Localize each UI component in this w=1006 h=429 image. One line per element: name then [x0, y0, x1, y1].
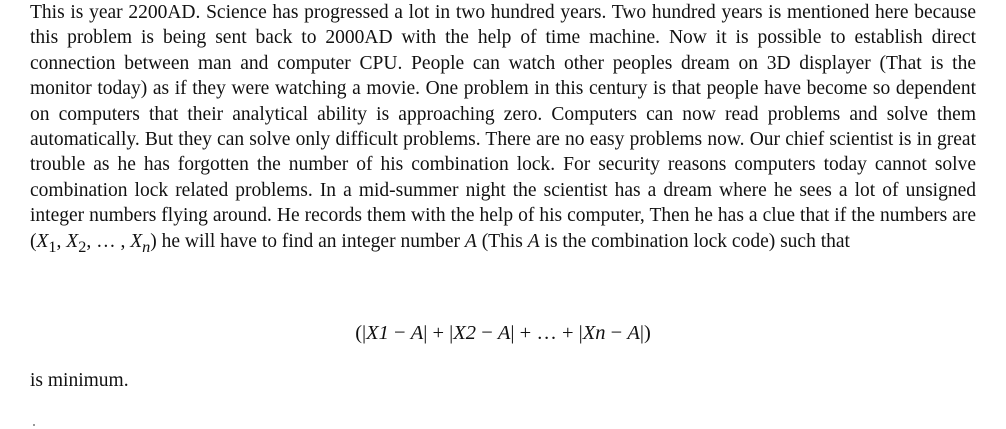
var-x2: X: [66, 230, 79, 252]
paragraph-text-4: is the combination lock code) such that: [539, 230, 850, 252]
term-a: A: [410, 322, 424, 344]
problem-paragraph: [30, 0, 976, 260]
term-x1: X1: [366, 322, 389, 344]
var-a: A: [527, 230, 540, 252]
var-xn: X: [130, 230, 143, 252]
sub-2: 2: [78, 237, 87, 256]
closing-text: is minimum.: [30, 370, 129, 391]
number-tuple: ($X_1$, $X_2$, … , $X_n$): [30, 230, 157, 256]
paragraph-text-2: he will have to find an integer number: [156, 230, 465, 252]
term-xn: Xn: [582, 322, 606, 344]
sub-n: n: [142, 237, 151, 256]
sum-formula: (|X1 − A| + |X2 − A| + … + |Xn − A|): [355, 322, 651, 344]
problem-statement: [30, 0, 976, 260]
paragraph-text-1: This is year 2200AD. Science has progressed a lot in two hundred years. Two hundred years is mentioned here because this problem is being sent back to 2000AD with the help of time machine. Now it is possible to establish direct connection between man and computer CPU. People can watch other peoples dream on 3D displayer (That is the monitor today) as if they were watching a movie. One problem in this century is that people have become so dependent on computers that their analytical ability is approaching zero. Computers can now read problems and solve them automatically. But they can solve only difficult problems. There are no easy problems now. Our chief scientist is in great trouble as he has forgotten the number of his combination lock. For security reasons computers today cannot solve combination lock related problems. In a mid-summer night the scientist has a dream where he sees a lot of unsigned integer numbers flying around. He records them with the help of his computer, Then he has a clue that if the numbers are: [30, 2, 976, 227]
term-a: A: [627, 322, 640, 344]
paragraph-text-3: (This: [476, 230, 528, 252]
term-x2: X2: [453, 322, 477, 344]
sub-1: 1: [48, 237, 57, 256]
var-a: A: [464, 230, 477, 252]
stray-mark: [33, 424, 35, 426]
var-x1: X: [36, 230, 49, 252]
term-a: A: [497, 322, 511, 344]
